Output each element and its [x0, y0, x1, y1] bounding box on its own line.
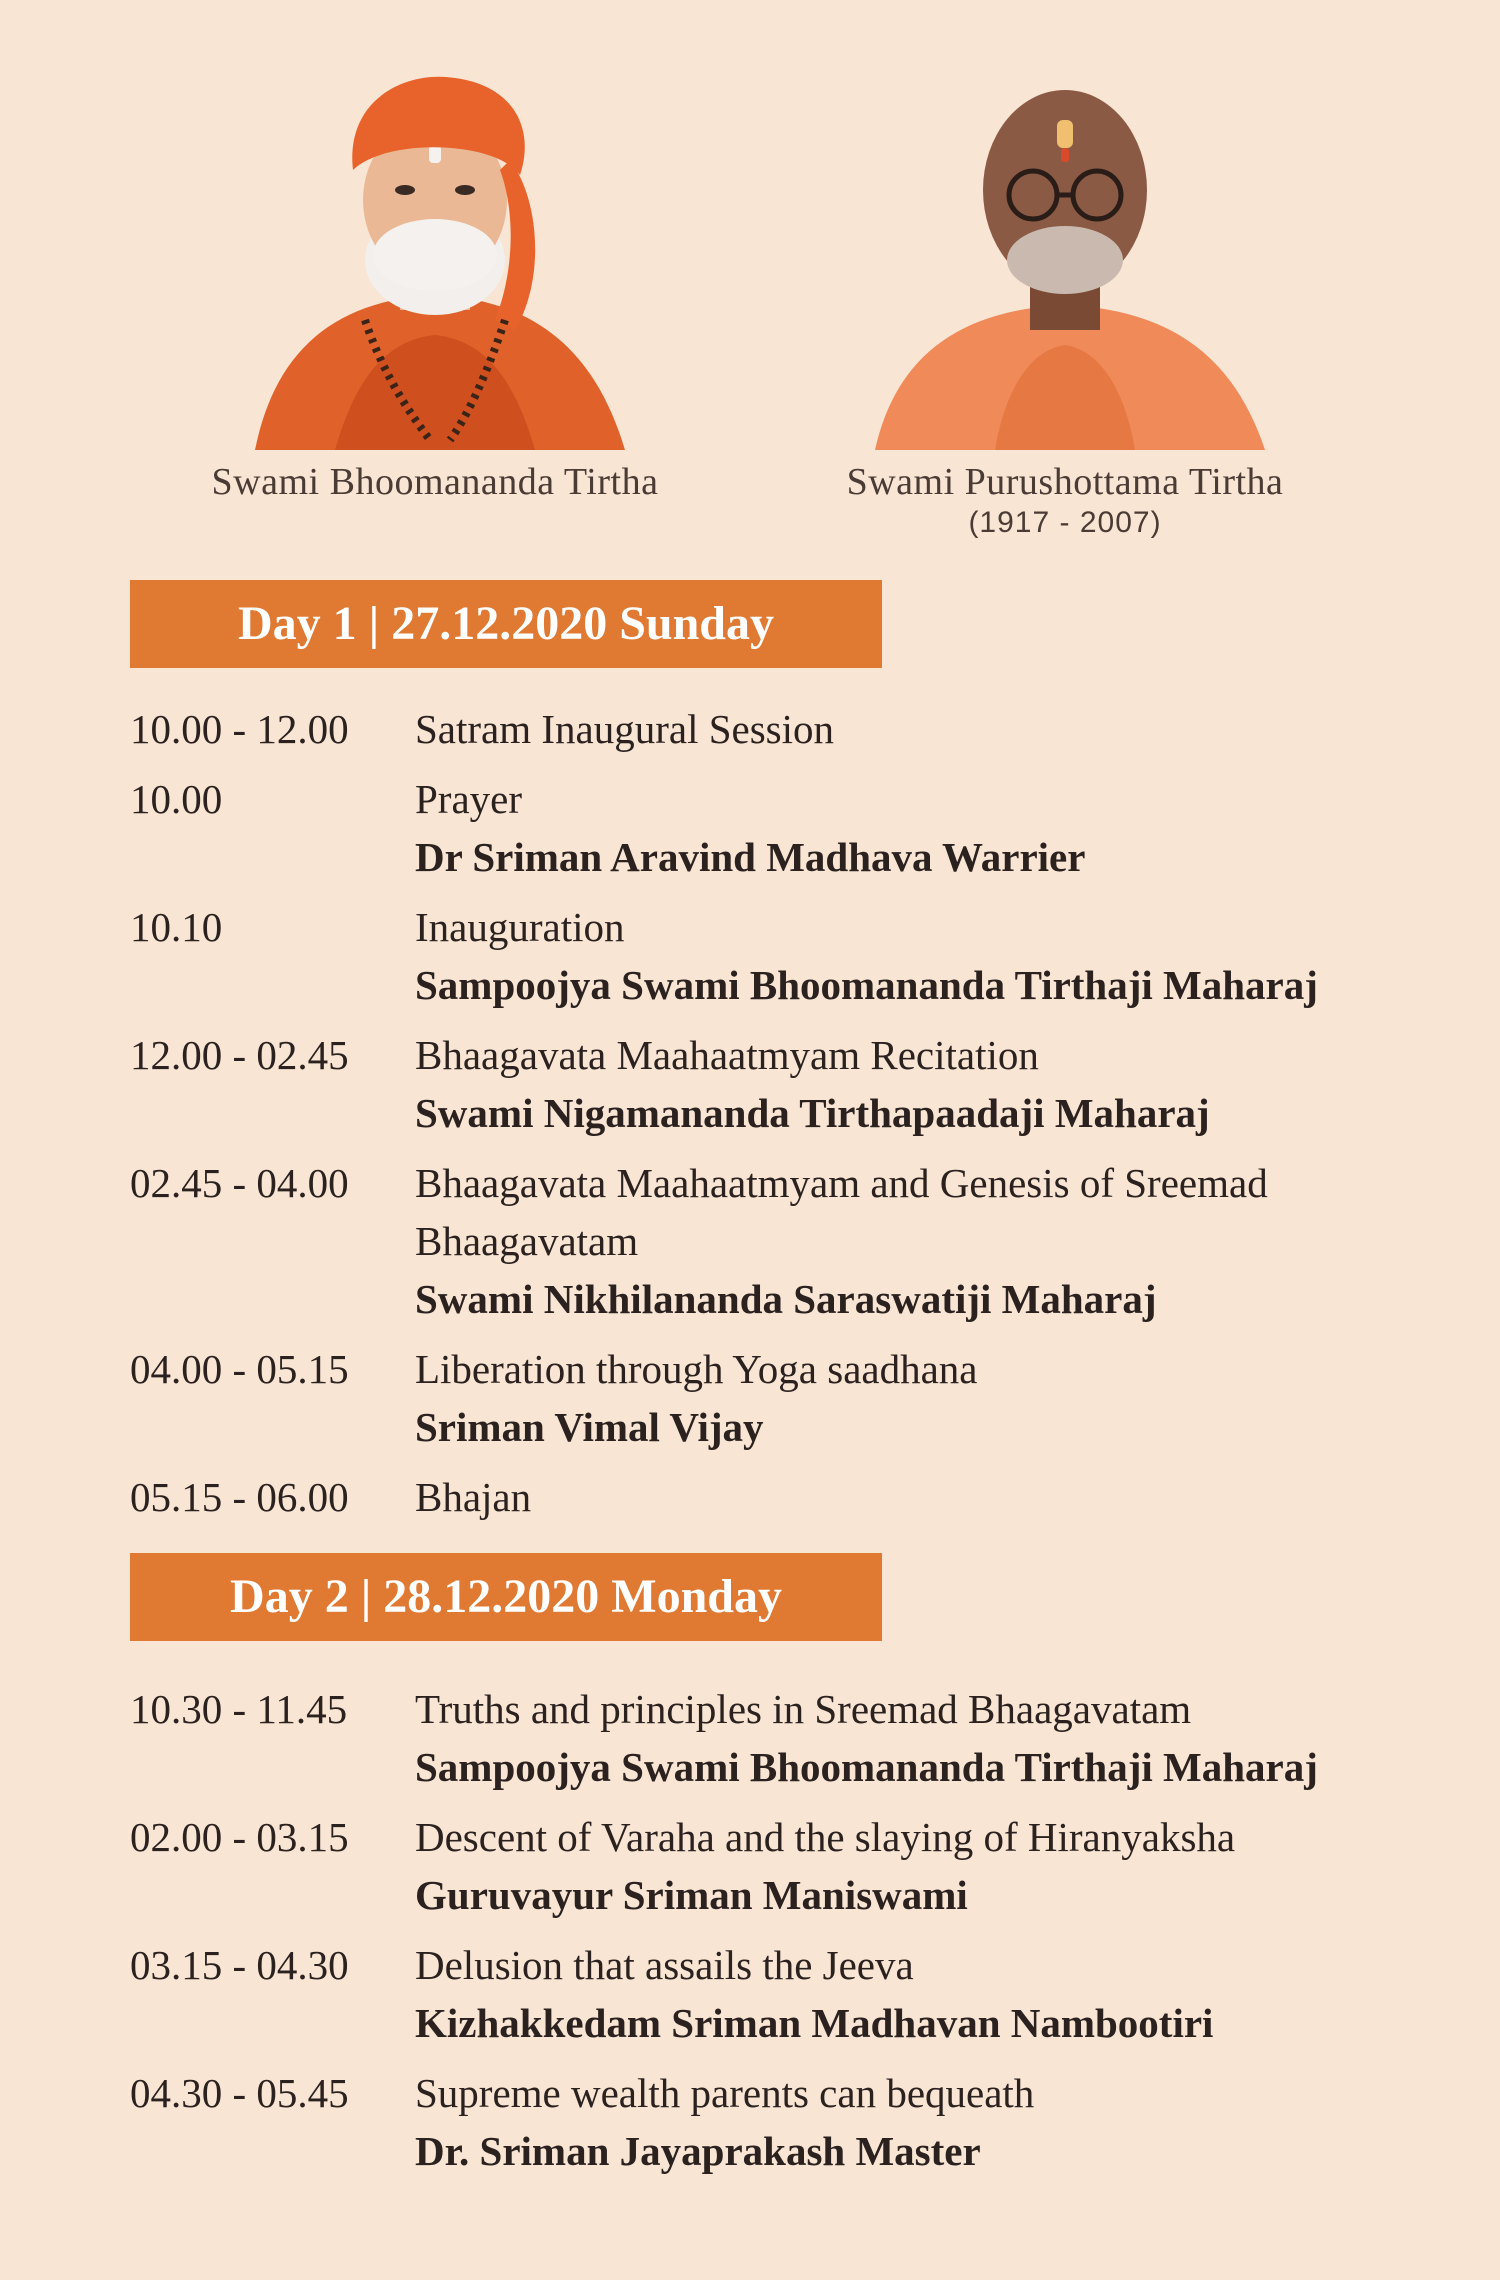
- entry-speaker: Guruvayur Sriman Maniswami: [415, 1872, 968, 1918]
- entry-title: Supreme wealth parents can bequeath: [415, 2070, 1035, 2116]
- schedule-entry: [130, 770, 1470, 886]
- portrait-photo-purushottama: [845, 60, 1285, 450]
- schedule-entry: [130, 1936, 1470, 2052]
- entry-time: 03.15 - 04.30: [130, 1942, 349, 1988]
- entry-time: 04.30 - 05.45: [130, 2070, 349, 2116]
- entry-time: 05.15 - 06.00: [130, 1474, 349, 1520]
- entry-time: 02.00 - 03.15: [130, 1814, 349, 1860]
- entry-speaker: Sampoojya Swami Bhoomananda Tirthaji Maharaj: [415, 962, 1318, 1008]
- entry-speaker: Dr. Sriman Jayaprakash Master: [415, 2128, 981, 2174]
- entry-details: [415, 700, 1470, 758]
- schedule-entry: [130, 2064, 1470, 2180]
- entry-details: [415, 1808, 1470, 1924]
- schedule-entry: [130, 1808, 1470, 1924]
- entry-speaker: Kizhakkedam Sriman Madhavan Nambootiri: [415, 2000, 1214, 2046]
- entry-title: Truths and principles in Sreemad Bhaagavatam: [415, 1686, 1192, 1732]
- entry-title: Delusion that assails the Jeeva: [415, 1942, 914, 1988]
- schedule-entry: [130, 1468, 1470, 1526]
- portrait-caption-bhoomananda: Swami Bhoomananda Tirtha: [211, 461, 659, 503]
- entry-speaker: Sriman Vimal Vijay: [415, 1404, 764, 1450]
- entry-speaker: Dr Sriman Aravind Madhava Warrier: [415, 834, 1086, 880]
- entry-time: 02.45 - 04.00: [130, 1160, 349, 1206]
- entry-title: Bhaagavata Maahaatmyam and Genesis of Sreemad Bhaagavatam: [415, 1160, 1268, 1264]
- day2-schedule: [130, 1680, 1470, 2192]
- schedule-entry: [130, 700, 1470, 758]
- entry-details: [415, 1154, 1470, 1328]
- portrait-photo-bhoomananda: [215, 60, 655, 450]
- entry-speaker: Swami Nikhilananda Saraswatiji Maharaj: [415, 1276, 1157, 1322]
- day2-banner: Day 2 | 28.12.2020 Monday: [130, 1553, 882, 1641]
- entry-details: [415, 1468, 1470, 1526]
- schedule-entry: [130, 1340, 1470, 1456]
- entry-speaker: Swami Nigamananda Tirthapaadaji Maharaj: [415, 1090, 1210, 1136]
- entry-time: 10.30 - 11.45: [130, 1686, 348, 1732]
- portraits-section: [0, 0, 1500, 570]
- entry-details: [415, 1936, 1470, 2052]
- entry-title: Inauguration: [415, 904, 625, 950]
- schedule-entry: [130, 1154, 1470, 1328]
- entry-time: 10.00 - 12.00: [130, 706, 349, 752]
- portrait-bhoomananda: [170, 60, 700, 504]
- entry-title: Prayer: [415, 776, 523, 822]
- schedule-entry: [130, 898, 1470, 1014]
- entry-title: Bhajan: [415, 1474, 532, 1520]
- entry-title: Satram Inaugural Session: [415, 706, 835, 752]
- entry-details: [415, 1340, 1470, 1456]
- schedule-entry: [130, 1680, 1470, 1796]
- entry-title: Descent of Varaha and the slaying of Hiranyaksha: [415, 1814, 1236, 1860]
- entry-title: Liberation through Yoga saadhana: [415, 1346, 978, 1392]
- entry-time: 12.00 - 02.45: [130, 1032, 349, 1078]
- entry-title: Bhaagavata Maahaatmyam Recitation: [415, 1032, 1039, 1078]
- day1-schedule: [130, 700, 1470, 1538]
- portrait-dates-purushottama: (1917 - 2007): [968, 506, 1162, 539]
- entry-details: [415, 1026, 1470, 1142]
- day1-banner: Day 1 | 27.12.2020 Sunday: [130, 580, 882, 668]
- entry-time: 10.00: [130, 776, 223, 822]
- entry-details: [415, 770, 1470, 886]
- portrait-caption-purushottama: Swami Purushottama Tirtha: [846, 461, 1284, 503]
- entry-details: [415, 898, 1470, 1014]
- schedule-entry: [130, 1026, 1470, 1142]
- portrait-purushottama: [800, 60, 1330, 540]
- entry-time: 10.10: [130, 904, 223, 950]
- entry-speaker: Sampoojya Swami Bhoomananda Tirthaji Maharaj: [415, 1744, 1318, 1790]
- entry-details: [415, 2064, 1470, 2180]
- entry-time: 04.00 - 05.15: [130, 1346, 349, 1392]
- entry-details: [415, 1680, 1470, 1796]
